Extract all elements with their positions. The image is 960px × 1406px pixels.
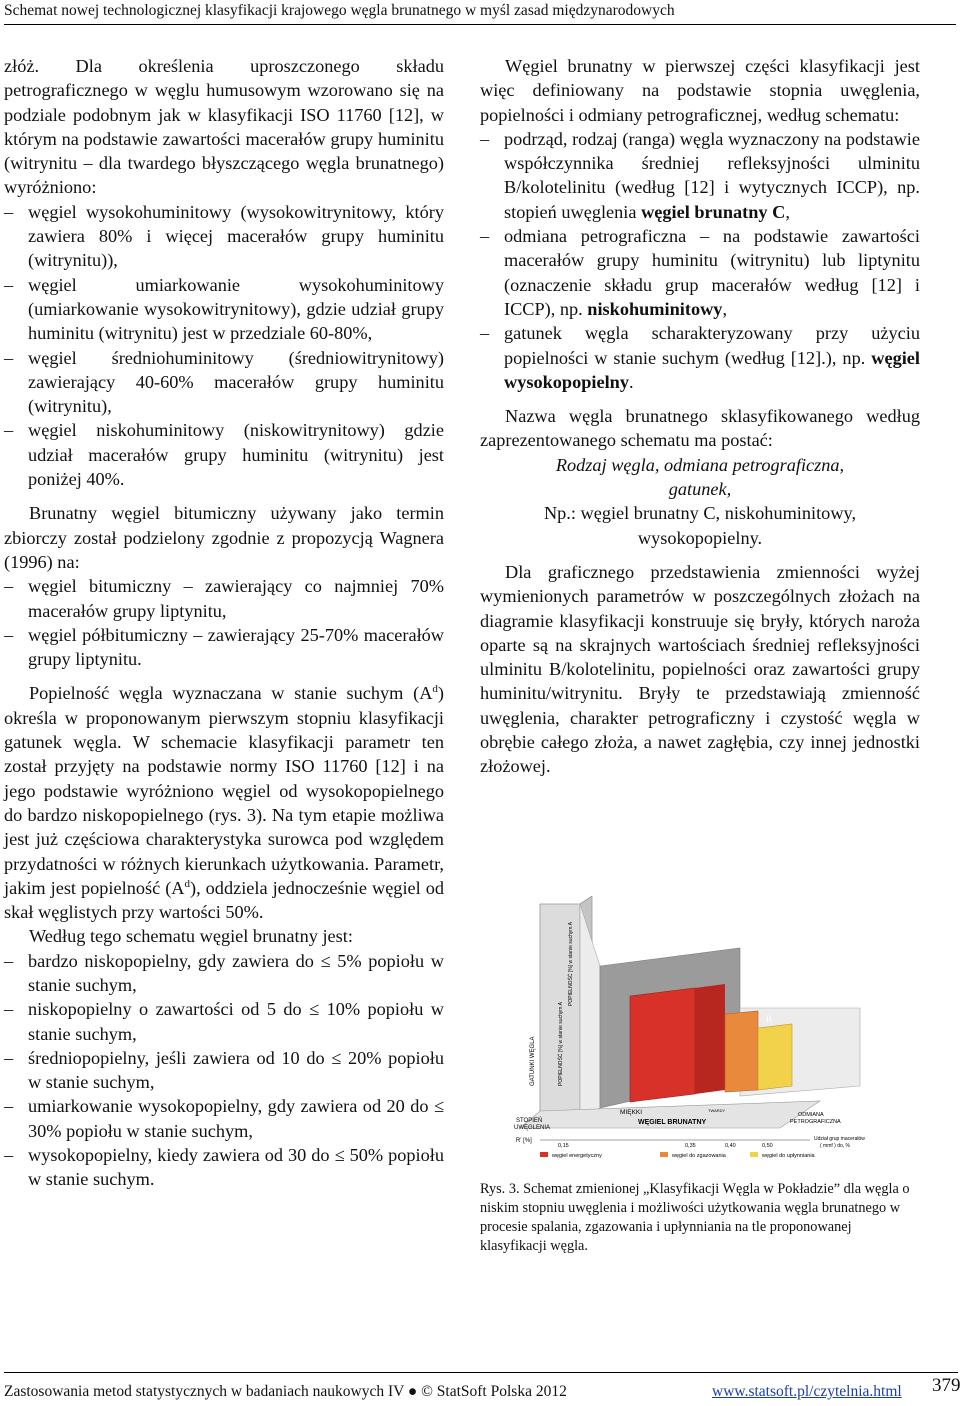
bitumen-list <box>4 574 444 671</box>
brown-coal-label: WĘGIEL BRUNATNY <box>638 1119 707 1126</box>
list-item: – średniopopielny, jeśli zawiera od 10 do ≤ 20% popiołu w stanie suchym, <box>4 1046 444 1095</box>
tick-label: 0,40 <box>725 1143 736 1149</box>
paragraph: Węgiel brunatny w pierwszej części klasyfikacji jest więc definiowany na podstawie stopnia uwęglenia, popielności i odmiany petrograficznej, według schematu: <box>480 56 920 125</box>
b-label: B <box>766 1014 773 1024</box>
list-item: – niskopopielny o zawartości od 5 do ≤ 10% popiołu w stanie suchym, <box>4 997 444 1046</box>
energetic-block-side <box>695 984 725 1094</box>
list-item: – węgiel wysokohuminitowy (wysokowitrynitowy, który zawiera 80% i więcej macerałów grupy huminitu (witrynitu)), <box>4 200 444 273</box>
axis-ash-label: POPIELNOŚĆ [%] w stanie suchym A <box>558 1002 564 1086</box>
paragraph: złóż. Dla określenia uproszczonego składu petrograficznego w węglu humusowym wzorowano się na podziale podobnym jak w klasyfikacji ISO 11760 [12], w którym na podstawie zawartości macerałów grupy huminitu (witrynitu – dla twardego błyszczącego węgla brunatnego) wyróżniono: <box>4 56 444 198</box>
left-column <box>4 54 444 1192</box>
gas-block <box>725 1011 758 1092</box>
odmiana-label-2: PETROGRAFICZNA <box>790 1119 841 1125</box>
axis-rank-label: GATUNKI WĘGLA <box>530 1036 536 1086</box>
list-item: – węgiel niskohuminitowy (niskowitrynitowy) gdzie udział macerałów grupy huminitu (witrynitu) jest poniżej 40%. <box>4 418 444 491</box>
tick-label: 0,15 <box>558 1143 569 1149</box>
name-example: wysokopopielny. <box>637 527 763 548</box>
stage-label: STOPIEŃ <box>516 1118 543 1124</box>
tick-label: 0,35 <box>685 1143 696 1149</box>
superscript: d <box>184 877 191 890</box>
text-run: , <box>785 201 790 222</box>
list-item: – węgiel umiarkowanie wysokohuminitowy (umiarkowanie wysokowitrynitowy), gdzie udział grupy huminitu (witrynitu) jest w przedziale 60-80%, <box>4 273 444 346</box>
paragraph: Brunatny węgiel bitumiczny używany jako termin zbiorczy został podzielony zgodnie z propozycją Wagnera (1996) na: <box>4 503 444 572</box>
text-run: . <box>628 371 634 392</box>
name-formula: Rodzaj węgla, odmiana petrograficzna, <box>555 454 845 475</box>
text-run: podrząd, rodzaj (ranga) węgla wyznaczony na podstawie współczynnika średniej refleksyjności ulminitu B/kolotelinitu (według [12] i wytycznych ICCP), np. stopień uwęglenia <box>504 128 920 222</box>
list-item <box>480 224 920 321</box>
schema-list <box>480 127 920 394</box>
list-item: – umiarkowanie wysokopopielny, gdy zawiera od 20 do ≤ 30% popiołu w stanie suchym, <box>4 1094 444 1143</box>
name-formula: gatunek, <box>668 479 732 500</box>
bold-text: niskohuminitowy <box>587 298 723 319</box>
legend-swatch-energetic <box>540 1152 548 1157</box>
paragraph: Dla graficznego przedstawienia zmienności wyżej wymienionych parametrów w poszczególnych złożach na diagramie klasyfikacji konstruuje się bryły, których naroża oparte są na skrajnych wartościach średniej refleksyjności ulminitu B/kolotelinitu, popielności oraz zawartości grupy huminitu/witrynitu. Bryły te przedstawiają zmienność uwęglenia, charakter petrograficzny i czystość węgla w obrębie całego złoża, a nawet zagłębia, czy innej jednostki złożowej. <box>480 561 920 777</box>
legend-swatch-gas <box>660 1152 668 1157</box>
text-run: , <box>722 298 728 319</box>
legend-label: węgiel energetyczny <box>552 1153 602 1158</box>
list-item: – bardzo niskopopielny, gdy zawiera do ≤ 5% popiołu w stanie suchym, <box>4 949 444 998</box>
panel <box>580 904 600 1116</box>
running-header: Schemat nowej technologicznej klasyfikacji krajowego węgla brunatnego w myśl zasad międzynarodowych <box>4 0 956 25</box>
classification-diagram <box>480 896 926 1158</box>
liq-block <box>758 1024 792 1090</box>
paragraph <box>4 681 444 924</box>
axis-ash-label-2: POPIELNOŚĆ [%] w stanie suchym A <box>568 922 574 1006</box>
soft-label: MIĘKKI <box>620 1109 643 1116</box>
stage-label-2: UWĘGLENIA <box>514 1125 551 1131</box>
list-item: – wysokopopielny, kiedy zawiera od 30 do ≤ 50% popiołu w stanie suchym. <box>4 1143 444 1192</box>
paragraph: Nazwa węgla brunatnego sklasyfikowanego według zaprezentowanego schematu ma postać: <box>480 406 920 451</box>
text-run: ) określa w proponowanym pierwszym stopniu klasyfikacji gatunek węgla. W schemacie klasyfikacji parametr ten został przyjęty na podstawie normy ISO 11760 [12] i na jego podstawie wyróżniono węgiel od wysokopopielnego do bardzo niskopopielnego (rys. 3). Na tym etapie możliwa jest już częściowa charakterystyka surowca pod względem przydatności w różnych kierunkach użytkowania. Parametr, jakim jest popielność (A <box>4 683 444 898</box>
udzial-label: Udział grup macerałów <box>814 1136 865 1142</box>
name-example: Np.: węgiel brunatny C, niskohuminitowy, <box>543 503 857 524</box>
right-column <box>480 54 920 779</box>
footer-text: Zastosowania metod statystycznych w badaniach naukowych IV ● © StatSoft Polska 2012 <box>4 1383 567 1400</box>
legend-label: węgiel do upłynniania <box>762 1153 815 1158</box>
paragraph: Według tego schematu węgiel brunatny jest: <box>29 926 353 947</box>
tick-label: 0,50 <box>762 1143 773 1149</box>
text-run: Popielność węgla wyznaczana w stanie suchym (A <box>29 683 433 704</box>
legend-label: węgiel do zgazowania <box>672 1153 726 1158</box>
bold-text: węgiel wysokopopielny <box>504 347 920 392</box>
page-number: 379 <box>932 1375 960 1396</box>
bold-text: węgiel brunatny C <box>641 201 786 222</box>
maceral-list <box>4 200 444 492</box>
text-run: odmiana petrograficzna – na podstawie zawartości macerałów grupy huminitu (witrynitu) lub liptynitu (oznaczenie składu grup macerałów według [12] i ICCP), np. <box>504 226 920 319</box>
hard-label: TWARDY <box>708 1108 726 1113</box>
r-axis-label: R' [%] <box>516 1138 532 1144</box>
ash-list <box>4 949 444 1192</box>
footer-link[interactable]: www.statsoft.pl/czytelnia.html <box>712 1383 902 1400</box>
udzial-label-2: ( mmf ) do, % <box>820 1143 851 1149</box>
legend-swatch-liq <box>750 1152 758 1157</box>
text-run: ), oddziela jednocześnie węgiel od skał węglistych przy wartości 50%. <box>4 877 444 923</box>
odmiana-label: ODMIANA <box>798 1112 824 1118</box>
list-item <box>480 127 920 224</box>
text-run: gatunek węgla scharakteryzowany przy użyciu popielności w stanie suchym (według [12].), np. <box>504 323 920 368</box>
list-item: – węgiel półbitumiczny – zawierający 25-70% macerałów grupy liptynitu. <box>4 623 444 672</box>
superscript: d <box>432 683 438 696</box>
list-item <box>480 321 920 394</box>
figure-caption: Rys. 3. Schemat zmienionej „Klasyfikacji Węgla w Pokładzie” dla węgla o niskim stopniu uwęglenia i możliwości użytkowania węgla brunatnego w procesie spalania, zgazowania i upłynniania na tle proponowanej klasyfikacji węgla. <box>480 1181 910 1254</box>
list-item: – węgiel średniohuminitowy (średniowitrynitowy) zawierający 40-60% macerałów grupy huminitu (witrynitu), <box>4 346 444 419</box>
page-footer <box>4 1372 958 1403</box>
energetic-block <box>630 988 695 1102</box>
list-item: – węgiel bitumiczny – zawierający co najmniej 70% macerałów grupy liptynitu, <box>4 574 444 623</box>
